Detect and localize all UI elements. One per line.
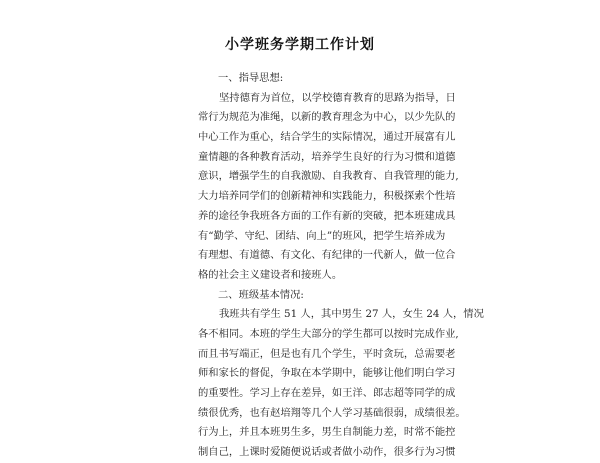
paragraph-line: 格的社会主义建设者和接班人。 xyxy=(198,268,343,281)
paragraph-line: 有理想、有道德、有文化、有纪律的一代新人，做一位合 xyxy=(198,249,456,262)
paragraph-line: 我班共有学生 51 人，其中男生 27 人，女生 24 人，情况 xyxy=(219,308,484,321)
document-title: 小学班务学期工作计划 xyxy=(225,37,375,53)
paragraph-line: 制自己，上课时爱随便说话或者做小动作，很多行为习惯 xyxy=(198,446,456,459)
paragraph-line: 而且书写端正，但是也有几个学生，平时贪玩，总需要老 xyxy=(198,347,456,360)
paragraph-line: 中心工作为重心，结合学生的实际情况，通过开展富有儿 xyxy=(198,131,456,144)
paragraph-line: 童情趣的各种教育活动，培养学生良好的行为习惯和道德 xyxy=(198,150,456,163)
section-heading: 二、班级基本情况: xyxy=(218,288,304,301)
document-body xyxy=(198,69,484,463)
paragraph-line: 养的途径争我班各方面的工作有新的突破，把本班建成具 xyxy=(198,209,456,222)
paragraph-line: 有“勤学、守纪、团结、向上”的班风，把学生培养成为 xyxy=(198,229,446,242)
paragraph-line: 各不相同。本班的学生大部分的学生都可以按时完成作业, xyxy=(198,327,459,340)
paragraph-line: 大力培养同学们的创新精神和实践能力，积极探索个性培 xyxy=(198,190,456,203)
section-heading: 一、指导思想: xyxy=(218,72,284,84)
paragraph-line: 绩很优秀，也有赵培翔等几个人学习基础很弱，成绩很差。 xyxy=(198,406,466,419)
paragraph-line: 坚持德育为首位，以学校德育教育的思路为指导，日 xyxy=(219,91,456,104)
paragraph-line: 常行为规范为准绳，以新的教育理念为中心，以少先队的 xyxy=(198,111,456,124)
paragraph-line: 师和家长的督促，争取在本学期中，能够让他们明白学习 xyxy=(198,367,456,380)
paragraph-line: 行为上，并且本班男生多，男生自制能力差，时常不能控 xyxy=(198,426,456,439)
paragraph-line: 的重要性。学习上存在差异，如王洋、郎志超等同学的成 xyxy=(198,387,456,399)
paragraph-line: 意识，增强学生的自我激励、自我教育、自我管理的能力, xyxy=(198,170,459,183)
